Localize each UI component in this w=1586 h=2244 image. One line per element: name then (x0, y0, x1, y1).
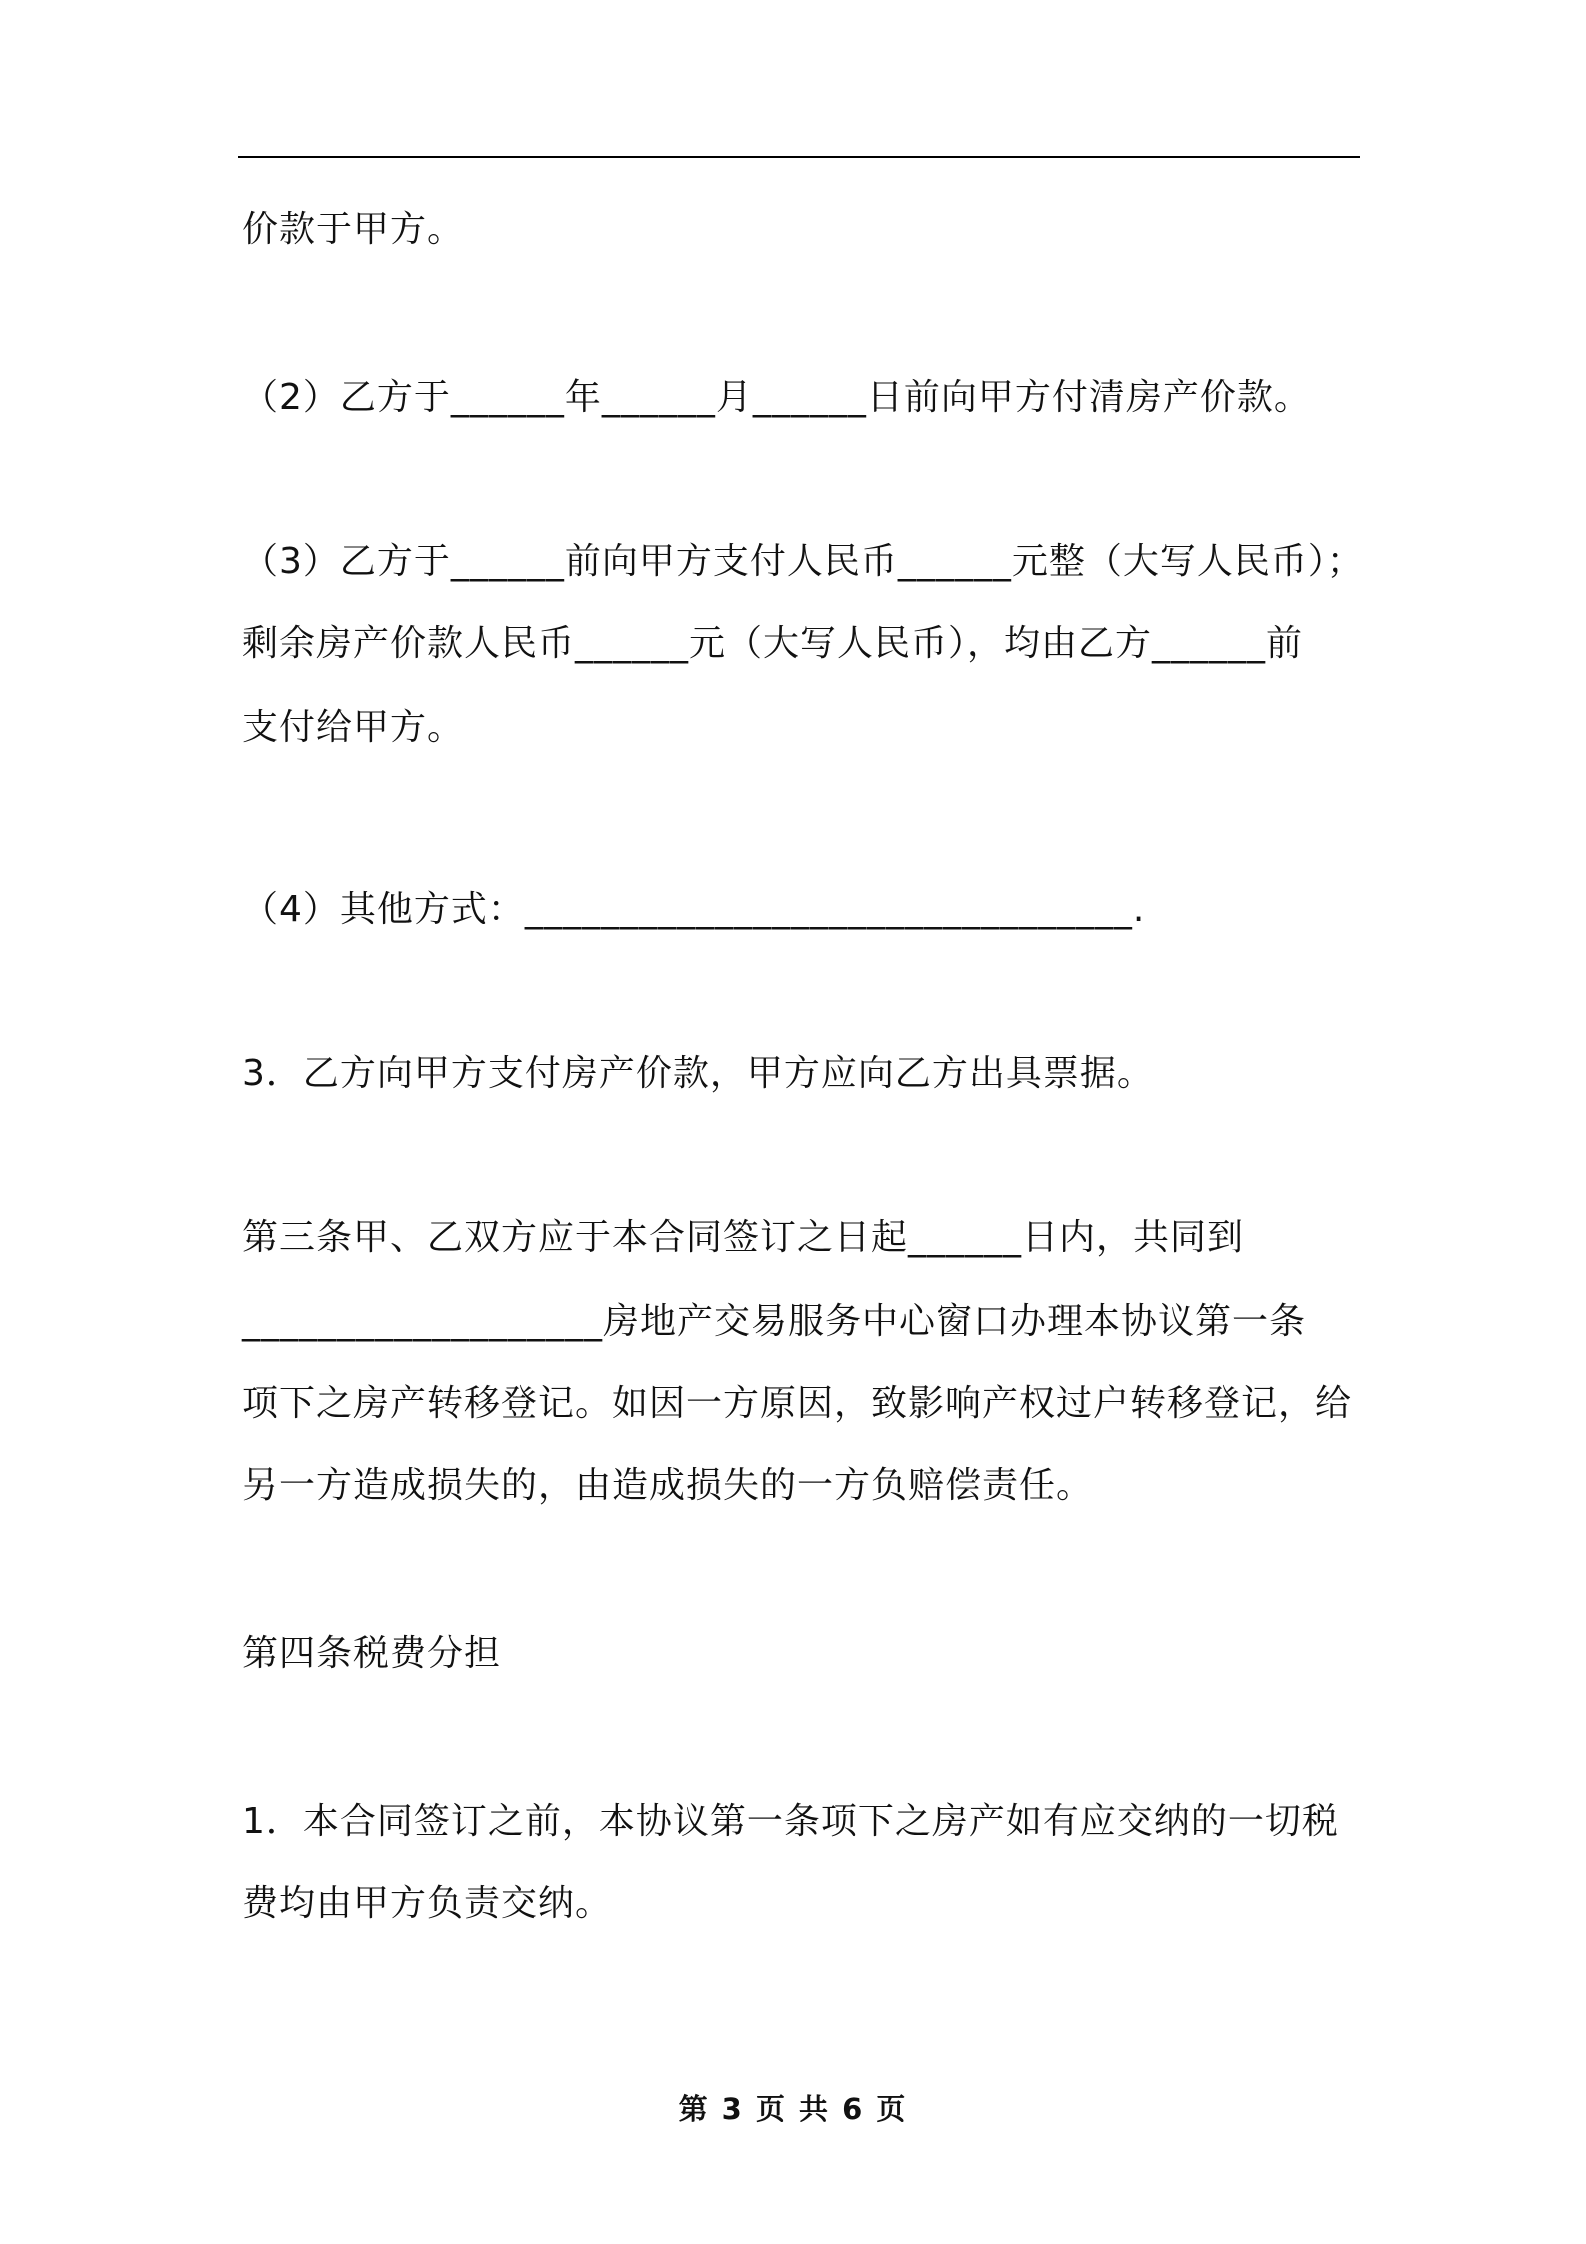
paragraph-text: 剩余房产价款人民币______元（大写人民币），均由乙方______前 (242, 623, 1304, 664)
page-number: 第 3 页 共 6 页 (678, 2092, 908, 2126)
paragraph-text: ___________________房地产交易服务中心窗口办理本协议第一条 (242, 1301, 1307, 1342)
paragraph-text: 项下之房产转移登记。如因一方原因，致影响产权过户转移登记，给 (242, 1383, 1353, 1424)
header-rule (238, 156, 1360, 158)
paragraph-text: 1．本合同签订之前，本协议第一条项下之房产如有应交纳的一切税 (242, 1801, 1339, 1842)
section-heading: 第四条税费分担 (242, 1633, 502, 1674)
paragraph-text: 价款于甲方。 (242, 209, 465, 250)
paragraph-text: 支付给甲方。 (242, 707, 465, 748)
paragraph-text: （3）乙方于______前向甲方支付人民币______元整（大写人民币）； (242, 541, 1364, 582)
paragraph-text: 费均由甲方负责交纳。 (242, 1883, 613, 1924)
paragraph-text: 另一方造成损失的，由造成损失的一方负赔偿责任。 (242, 1465, 1094, 1506)
paragraph-text: 3．乙方向甲方支付房产价款，甲方应向乙方出具票据。 (242, 1053, 1154, 1094)
paragraph-text: （2）乙方于______年______月______日前向甲方付清房产价款。 (242, 377, 1311, 418)
paragraph-text: 第三条甲、乙双方应于本合同签订之日起______日内，共同到 (242, 1217, 1245, 1258)
paragraph-text: （4）其他方式：________________________________. (242, 889, 1146, 930)
